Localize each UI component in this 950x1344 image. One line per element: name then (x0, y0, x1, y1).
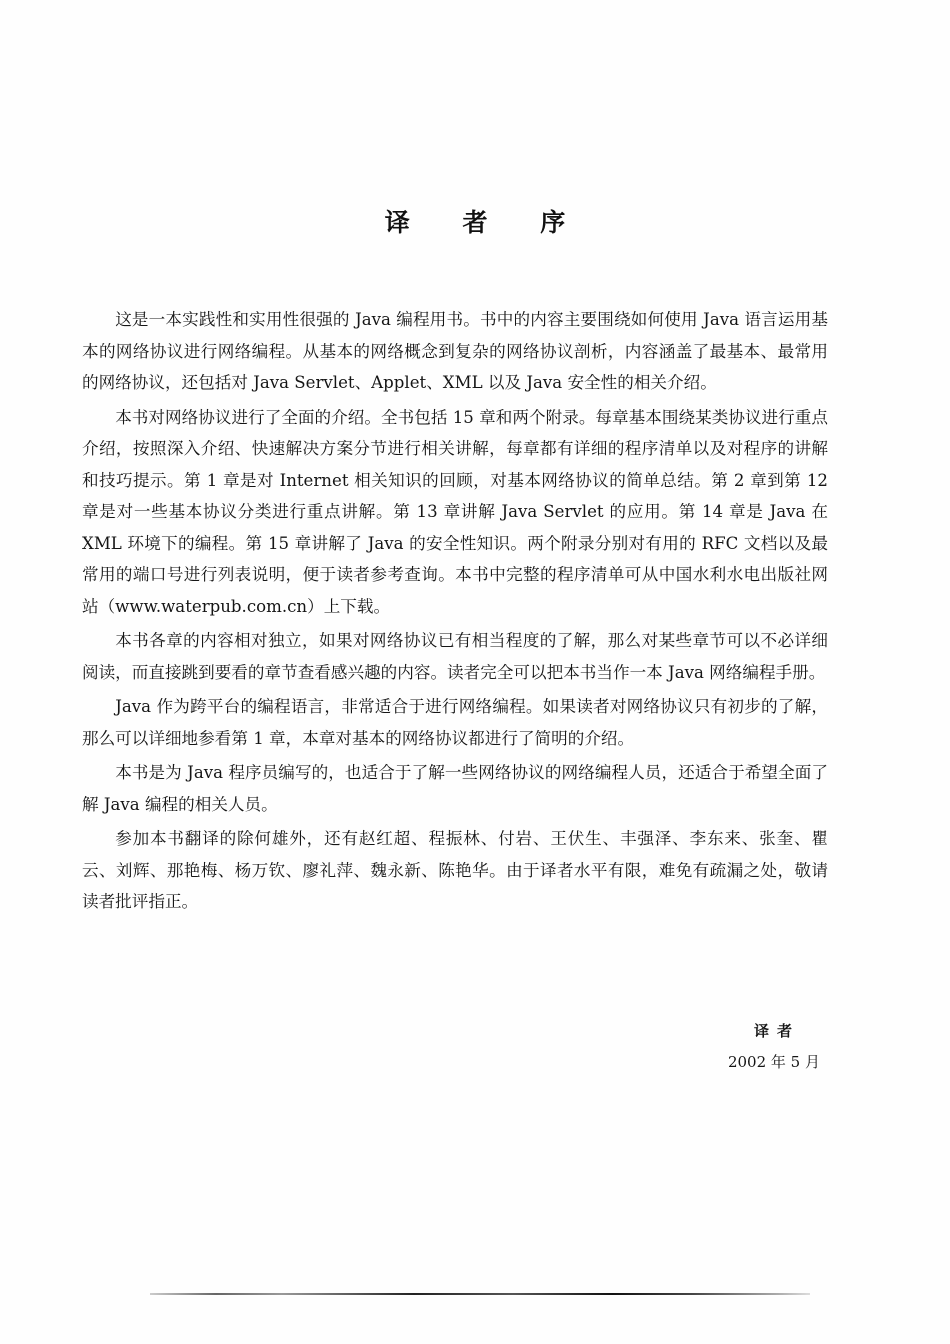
preface-body (82, 304, 828, 921)
paragraph: 参加本书翻译的除何雄外，还有赵红超、程振林、付岩、王伏生、丰强泽、李东来、张奎、瞿云、刘辉、那艳梅、杨万钦、廖礼萍、魏永新、陈艳华。由于译者水平有限，难免有疏漏之处，敬请读者批评指正。 (82, 829, 828, 911)
signature-name: 译者 (753, 1022, 800, 1040)
footer-rule (150, 1293, 810, 1295)
paragraph: 本书是为 Java 程序员编写的，也适合于了解一些网络协议的网络编程人员，还适合于希望全面了解 Java 编程的相关人员。 (82, 763, 828, 814)
signature-date: 2002 年 5 月 (727, 1053, 820, 1071)
paragraph: 本书对网络协议进行了全面的介绍。全书包括 15 章和两个附录。每章基本围绕某类协议进行重点介绍，按照深入介绍、快速解决方案分节进行相关讲解，每章都有详细的程序清单以及对程序的讲解和技巧提示。第 1 章是对 Internet 相关知识的回顾，对基本网络协议的简单总结。第 2 章到第 12 章是对一些基本协议分类进行重点讲解。第 13 章讲解 Java Servlet 的应用。第 14 章是 Java 在 XML 环境下的编程。第 15 章讲解了 Java 的安全性知识。两个附录分别对有用的 RFC 文档以及最常用的端口号进行列表说明，便于读者参考查询。本书中完整的程序清单可从中国水利水电出版社网站（www.waterpub.com.cn）上下载。 (82, 407, 828, 616)
page-title: 译 者 序 (384, 208, 588, 237)
signature-block (720, 1018, 820, 1080)
paragraph: Java 作为跨平台的编程语言，非常适合于进行网络编程。如果读者对网络协议只有初步的了解，那么可以详细地参看第 1 章，本章对基本的网络协议都进行了简明的介绍。 (82, 697, 828, 748)
paragraph: 本书各章的内容相对独立，如果对网络协议已有相当程度的了解，那么对某些章节可以不必详细阅读，而直接跳到要看的章节查看感兴趣的内容。读者完全可以把本书当作一本 Java 网络编程手册。 (82, 631, 828, 682)
paragraph: 这是一本实践性和实用性很强的 Java 编程用书。书中的内容主要围绕如何使用 Java 语言运用基本的网络协议进行网络编程。从基本的网络概念到复杂的网络协议剖析，内容涵盖了最基本、最常用的网络协议，还包括对 Java Servlet、Applet、XML 以及 Java 安全性的相关介绍。 (82, 310, 828, 392)
